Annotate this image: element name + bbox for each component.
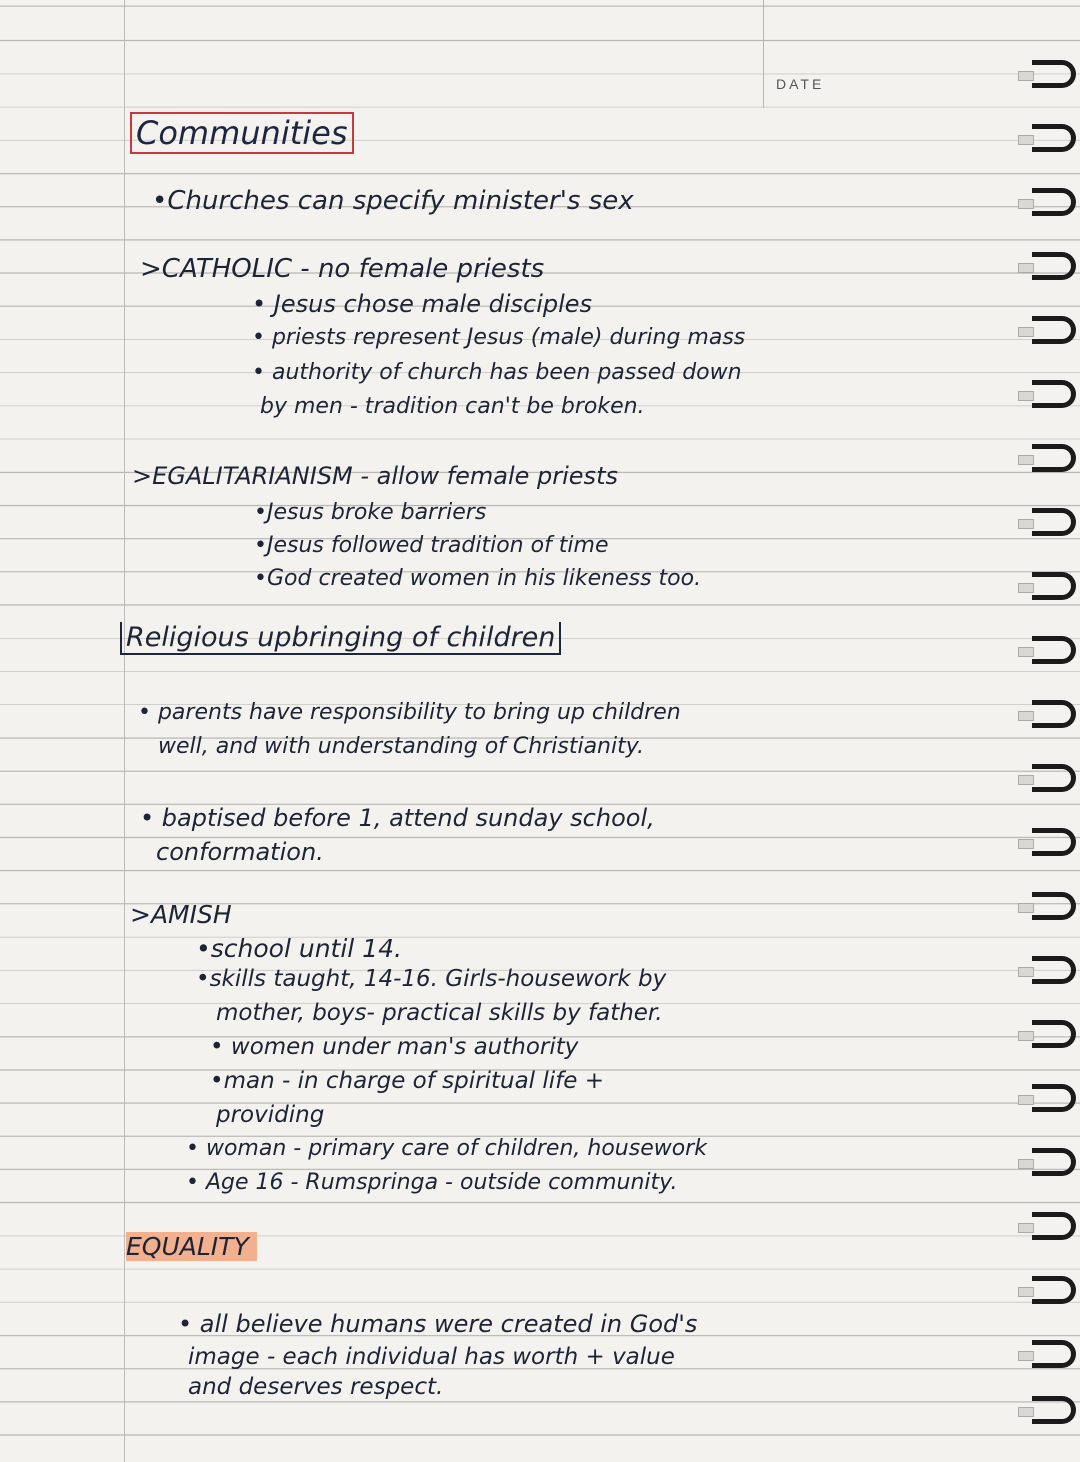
amish-point: •man - in charge of spiritual life + (210, 1068, 604, 1094)
amish-point: •school until 14. (196, 934, 402, 963)
spiral-ring-icon (1032, 892, 1076, 920)
egalitarianism-point: •Jesus broke barriers (254, 500, 487, 525)
equality-title: EQUALITY (126, 1232, 257, 1261)
catholic-point: • Jesus chose male disciples (252, 290, 593, 318)
spiral-ring-icon (1032, 572, 1076, 600)
equality-line: image - each individual has worth + value (188, 1344, 675, 1370)
egalitarianism-point: •God created women in his likeness too. (254, 566, 702, 591)
spiral-ring-icon (1032, 444, 1076, 472)
date-label: DATE (776, 76, 825, 92)
amish-point: • women under man's authority (210, 1034, 579, 1060)
equality-line: • all believe humans were created in God's (178, 1310, 698, 1338)
spiral-ring-icon (1032, 700, 1076, 728)
amish-heading: >AMISH (130, 900, 232, 929)
spiral-ring-icon (1032, 316, 1076, 344)
margin-line (124, 0, 125, 1462)
communities-intro: •Churches can specify minister's sex (152, 186, 634, 216)
spiral-ring-icon (1032, 828, 1076, 856)
upbringing-paragraph-line: conformation. (156, 838, 324, 866)
catholic-point: by men - tradition can't be broken. (260, 394, 645, 419)
upbringing-paragraph-line: • baptised before 1, attend sunday school, (140, 804, 655, 832)
spiral-ring-icon (1032, 380, 1076, 408)
spiral-ring-icon (1032, 1212, 1076, 1240)
upbringing-paragraph-line: well, and with understanding of Christianity. (158, 734, 645, 759)
date-box-divider (763, 0, 764, 108)
spiral-ring-icon (1032, 188, 1076, 216)
spiral-ring-icon (1032, 1084, 1076, 1112)
spiral-ring-icon (1032, 124, 1076, 152)
upbringing-paragraph-line: • parents have responsibility to bring up children (138, 700, 681, 725)
equality-line: and deserves respect. (188, 1374, 444, 1400)
spiral-ring-icon (1032, 1396, 1076, 1424)
spiral-ring-icon (1032, 252, 1076, 280)
amish-point: • woman - primary care of children, housework (186, 1136, 707, 1161)
spiral-ring-icon (1032, 1340, 1076, 1368)
spiral-ring-icon (1032, 764, 1076, 792)
spiral-ring-icon (1032, 636, 1076, 664)
amish-point: providing (216, 1102, 325, 1128)
spiral-ring-icon (1032, 956, 1076, 984)
catholic-heading: >CATHOLIC - no female priests (140, 254, 545, 284)
amish-point: •skills taught, 14-16. Girls-housework by (196, 966, 667, 992)
catholic-point: • authority of church has been passed down (252, 360, 742, 385)
amish-point: • Age 16 - Rumspringa - outside community. (186, 1170, 678, 1195)
amish-point: mother, boys- practical skills by father. (216, 1000, 663, 1026)
spiral-ring-icon (1032, 1020, 1076, 1048)
spiral-ring-icon (1032, 508, 1076, 536)
communities-title: Communities (130, 112, 354, 154)
spiral-ring-icon (1032, 60, 1076, 88)
catholic-point: • priests represent Jesus (male) during mass (252, 325, 746, 350)
egalitarianism-heading: >EGALITARIANISM - allow female priests (132, 462, 618, 490)
upbringing-title: Religious upbringing of children (120, 622, 561, 655)
egalitarianism-point: •Jesus followed tradition of time (254, 533, 609, 558)
spiral-ring-icon (1032, 1148, 1076, 1176)
spiral-ring-icon (1032, 1276, 1076, 1304)
spiral-binding (1020, 50, 1080, 1430)
